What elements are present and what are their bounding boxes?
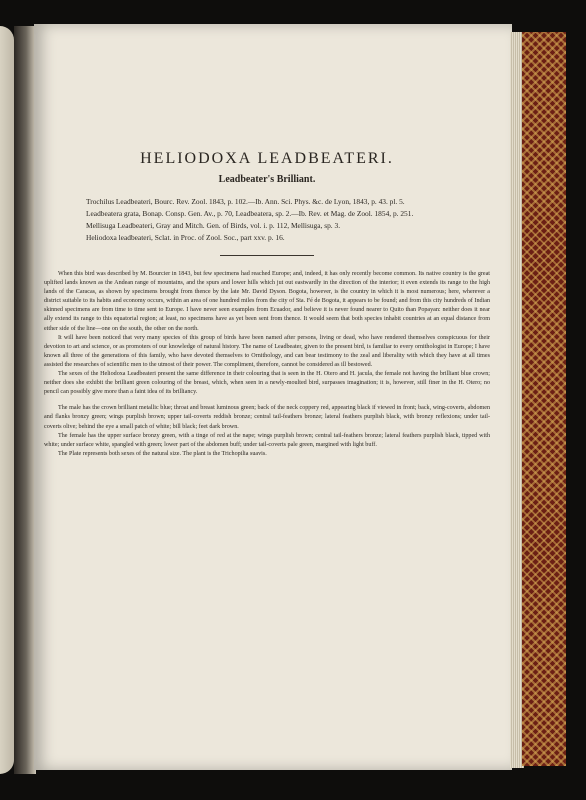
- synonym-entry: Heliodoxa leadbeateri, Sclat. in Proc. of Zool. Soc., part xxv. p. 16.: [86, 233, 285, 242]
- page-content: [44, 150, 490, 459]
- body-paragraph: The male has the crown brilliant metallic blue; throat and breast luminous green; back of the neck coppery red, appearing black if viewed in front; back, wing-coverts, abdomen and flanks bronzy green; wings purplish brown; upper tail-coverts reddish bronze; central tail-feathers bronze; lateral feathers purplish black, with bronzy reflexions; under tail-coverts olive; behind the eye a small patch of white; bill black; feet dark brown.: [44, 405, 490, 430]
- body-paragraph: The female has the upper surface bronzy green, with a tinge of red at the nape; wings purplish brown; central tail-feathers bronze; lateral feathers purplish black, tipped with white; under surface white, spangled with green; lower part of the abdomen buff; under tail-coverts pale green, margined with light buff.: [44, 432, 490, 448]
- section-divider: [220, 255, 314, 256]
- species-title: HELIODOXA LEADBEATERI.: [140, 150, 394, 167]
- synonym-entry: Trochilus Leadbeateri, Bourc. Rev. Zool. 1843, p. 102.—Ib. Ann. Sci. Phys. &c. de Lyon, 1843, p. 43. pl. 5.: [86, 197, 405, 206]
- body-paragraph: The Plate represents both sexes of the natural size. The plant is the Trichopilia suavis.: [58, 450, 267, 457]
- body-paragraph: When this bird was described by M. Bourcier in 1843, but few specimens had reached Europe; and, indeed, it has only recently become common. Its native country is the great uplifted lands known as the Andean range of mountains, and the spurs and lower hills which jut out eastwardly in the direction of the interior; it even extends its range to the high lands of the Caracas, as shown by specimens brought from thence by the late Mr. David Dyson. Bogota, however, is the country in which it is most numerous; here, wherever a district suitable to its habits and economy occurs, within an area of one hundred miles from the city of Sta. Fé de Bogota, it appears to be found; and from this city hundreds of Indian skinned specimens are from time to time sent to Europe. I have never seen examples from Ecuador, and believe it is never found nearer to Quito than Popayan: neither does it near ally extend its range to this equatorial region; at least, no specimens have as yet been sent from thence. It would seem that both species inhabit countries at an equal distance from either side of the line—one on the south, the other on the north.: [44, 271, 490, 332]
- synonym-entry: Leadbeatera grata, Bonap. Consp. Gen. Av., p. 70, Leadbeatera, sp. 2.—Ib. Rev. et Mag. de Zool. 1854, p. 251.: [86, 209, 414, 218]
- left-page-edge: [0, 26, 14, 774]
- body-text: [44, 270, 490, 459]
- decorative-book-cover: [522, 32, 566, 766]
- body-paragraph: It will have been noticed that very many species of this group of birds have been named after persons, living or dead, who have rendered themselves conspicuous for their devotion to art and science, or as promoters of our knowledge of natural history. The name of Leadbeater, given to the present bird, is familiar to every ornithologist in Europe; I have known all three of the generations of this family, who have devoted themselves to Ornithology, and can bear testimony to the zeal and liberality with which they have at all times assisted the researches of scientific men to the utmost of their power. The compliment, therefore, cannot be considered as ill bestowed.: [44, 334, 490, 368]
- synonymy-list: [44, 197, 490, 243]
- book-gutter: [14, 26, 36, 774]
- common-name: Leadbeater's Brilliant.: [218, 174, 316, 185]
- synonym-entry: Mellisuga Leadbeateri, Gray and Mitch. Gen. of Birds, vol. i. p. 112, Mellisuga, sp. 3.: [86, 221, 341, 230]
- body-paragraph: The sexes of the Heliodoxa Leadbeateri present the same difference in their colouring that is seen in the H. Otero and H. jacula, the female not having the brilliant blue crown; neither does she exhibit the brilliant green colouring of the breast, which, when seen in a newly-moulted bird, surpasses imagination; it is, however, still finer in the H. Otero; no pencil can possibly give more than a faint idea of its brilliancy.: [44, 371, 490, 396]
